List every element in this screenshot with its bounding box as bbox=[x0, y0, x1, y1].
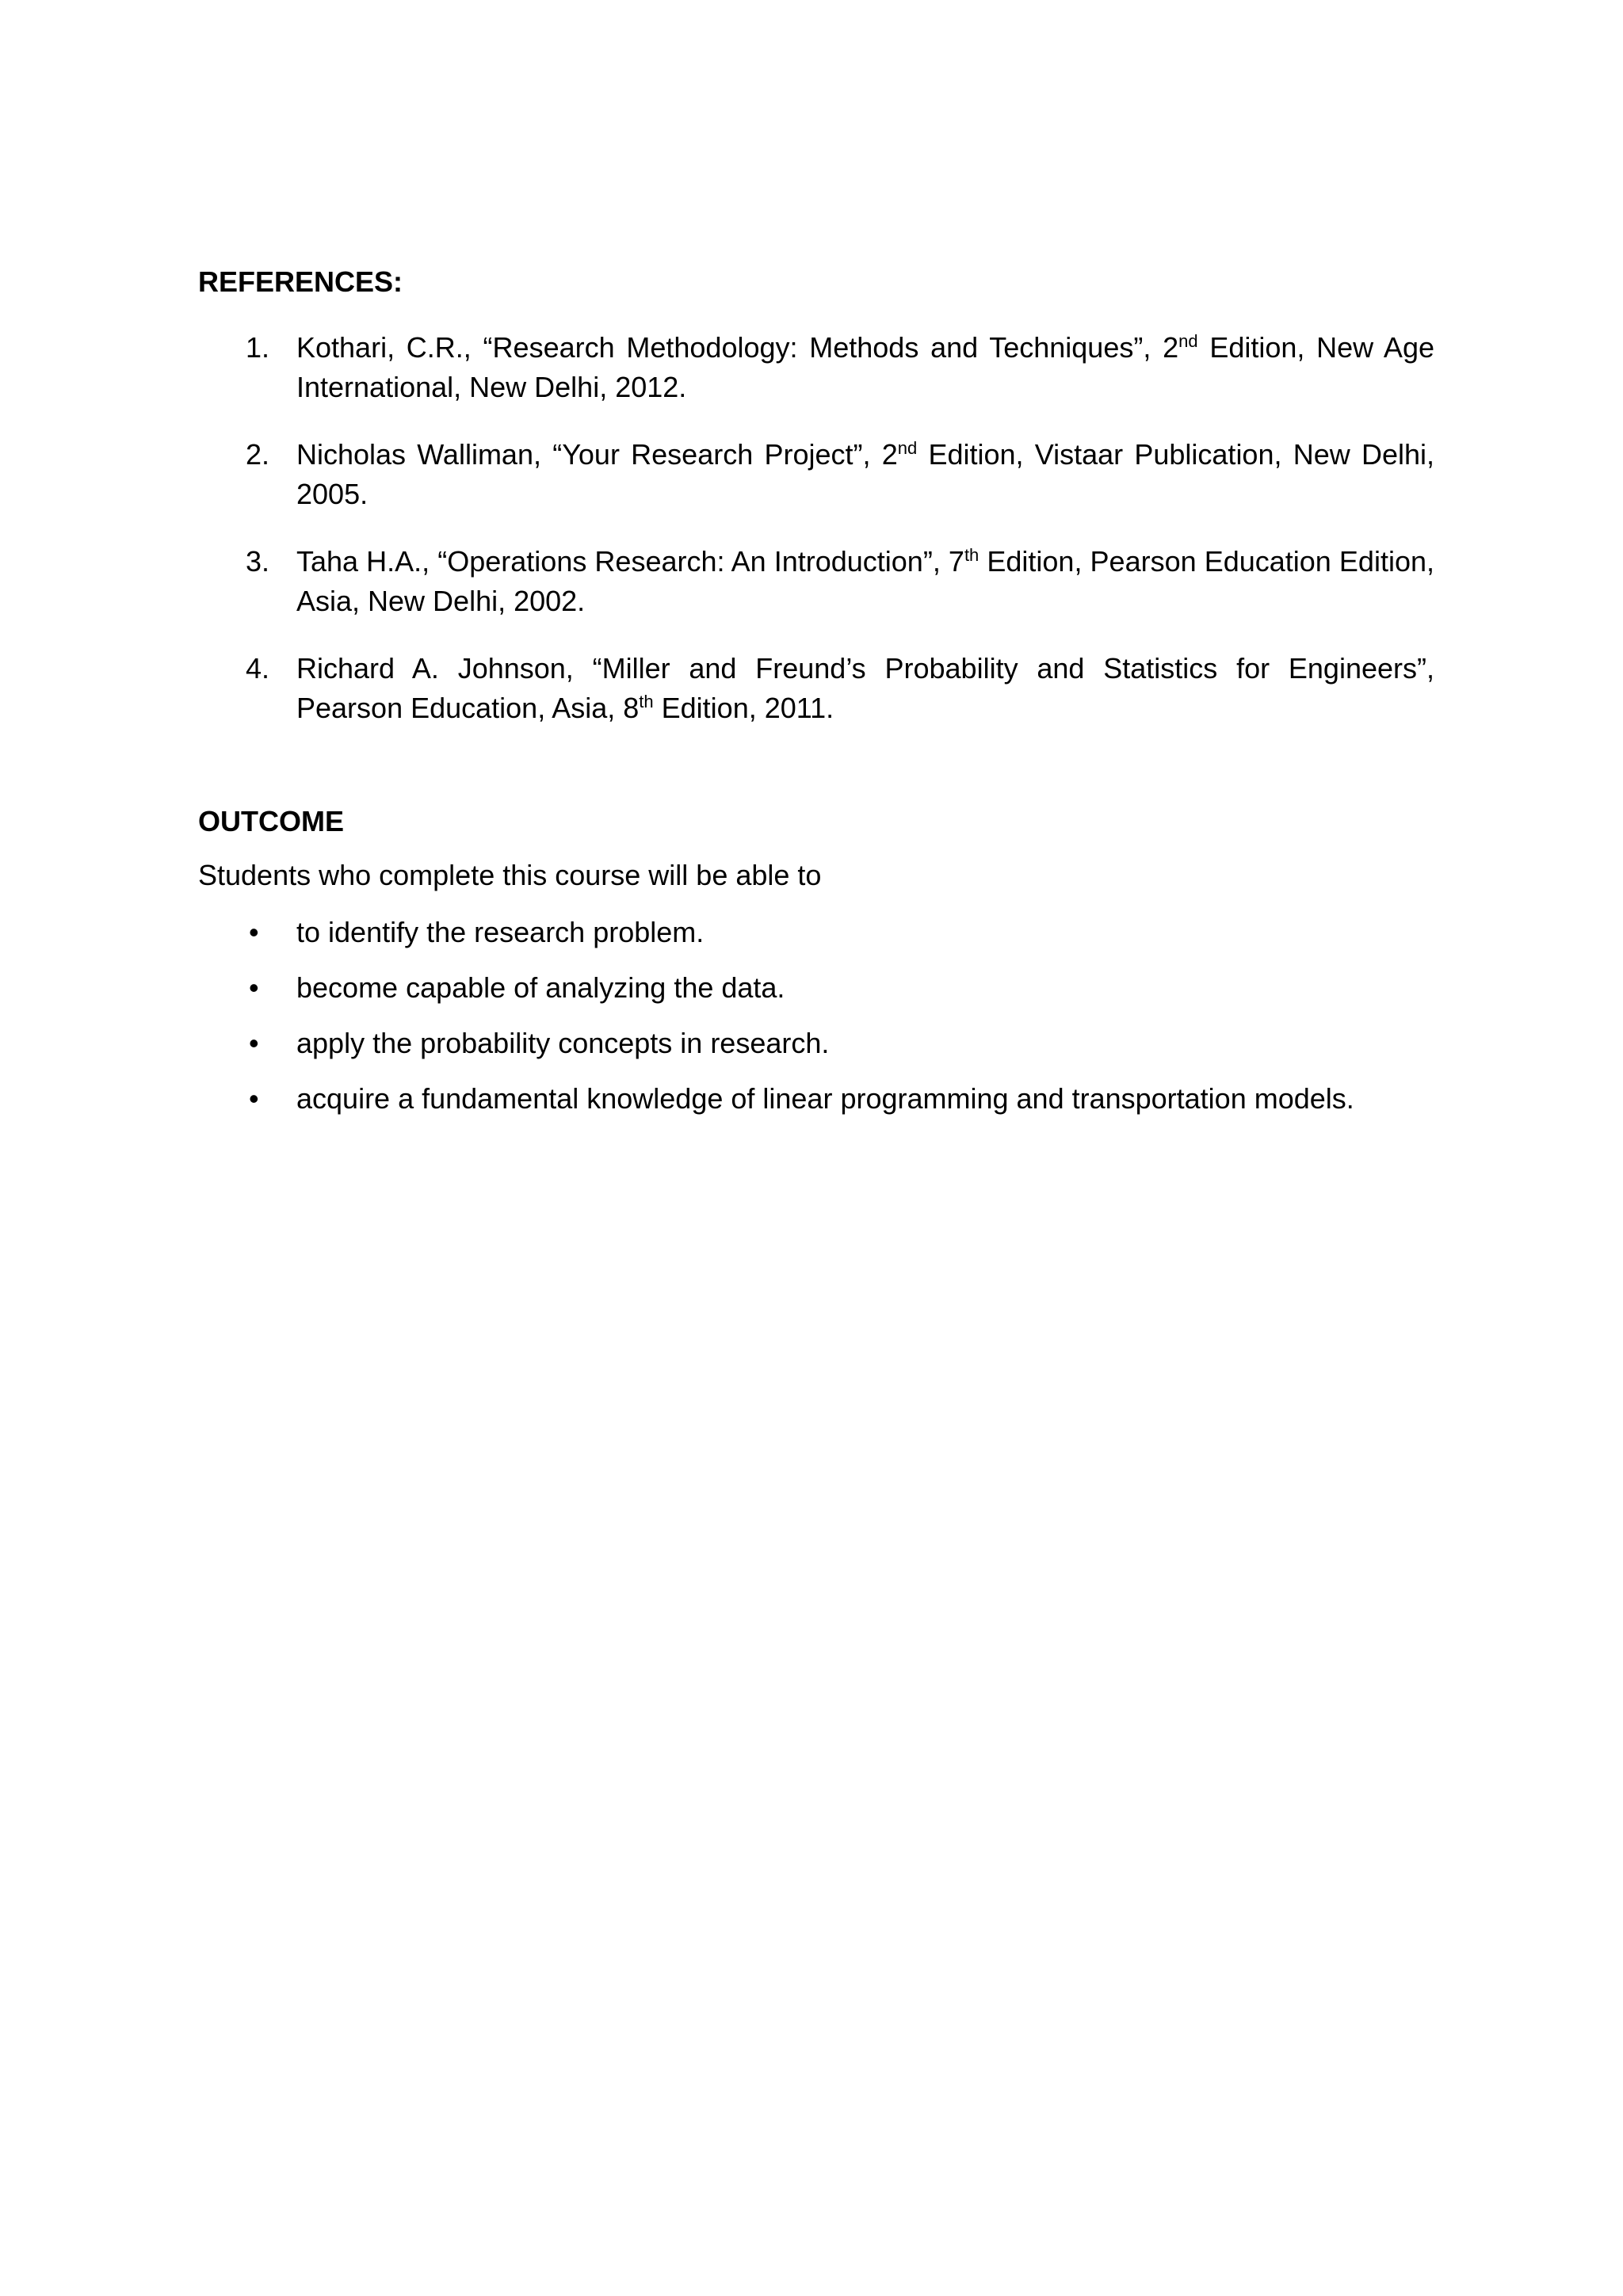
reference-text: Kothari, C.R., “Research Methodology: Methods and Techniques”, 2 bbox=[296, 331, 1179, 364]
bullet-icon: • bbox=[249, 916, 259, 948]
outcome-intro: Students who complete this course will be able to bbox=[198, 859, 822, 891]
reference-text: Nicholas Walliman, “Your Research Project”, 2 bbox=[296, 438, 898, 471]
reference-text: Taha H.A., “Operations Research: An Introduction”, 7 bbox=[296, 545, 964, 578]
reference-number: 4. bbox=[246, 652, 270, 685]
reference-item bbox=[198, 435, 1434, 514]
reference-superscript: nd bbox=[1178, 331, 1198, 351]
reference-text-rest: Edition, 2011. bbox=[653, 692, 834, 724]
reference-text-rest: Edition, Pearson Education Edition, Asia, New Delhi, 2002. bbox=[296, 545, 1434, 617]
outcome-text: apply the probability concepts in research. bbox=[296, 1027, 830, 1059]
reference-item bbox=[198, 542, 1434, 621]
reference-number: 3. bbox=[246, 545, 270, 578]
outcome-item bbox=[198, 913, 1434, 952]
outcome-text: become capable of analyzing the data. bbox=[296, 971, 785, 1004]
bullet-icon: • bbox=[249, 971, 259, 1004]
outcome-text: to identify the research problem. bbox=[296, 916, 705, 948]
references-list bbox=[198, 328, 1434, 756]
reference-text: Richard A. Johnson, “Miller and Freund’s Probability and Statistics for Engineers”, Pearson Education, Asia, 8 bbox=[296, 652, 1434, 724]
references-heading: REFERENCES: bbox=[198, 265, 403, 298]
outcome-item bbox=[198, 1079, 1434, 1119]
reference-superscript: th bbox=[639, 692, 654, 711]
reference-text-rest: Edition, New Age International, New Delhi, 2012. bbox=[296, 331, 1434, 403]
outcome-text: acquire a fundamental knowledge of linear programming and transportation models. bbox=[296, 1082, 1354, 1115]
bullet-icon: • bbox=[249, 1027, 259, 1059]
outcome-item bbox=[198, 968, 1434, 1008]
reference-text-rest: Edition, Vistaar Publication, New Delhi, 2005. bbox=[296, 438, 1434, 510]
reference-item bbox=[198, 328, 1434, 407]
reference-number: 1. bbox=[246, 331, 270, 364]
outcome-list bbox=[198, 913, 1434, 1135]
outcome-item bbox=[198, 1024, 1434, 1063]
outcome-heading: OUTCOME bbox=[198, 805, 344, 837]
reference-number: 2. bbox=[246, 438, 270, 471]
bullet-icon: • bbox=[249, 1082, 259, 1115]
reference-superscript: th bbox=[964, 545, 980, 565]
reference-superscript: nd bbox=[897, 438, 918, 458]
reference-item bbox=[198, 649, 1434, 728]
